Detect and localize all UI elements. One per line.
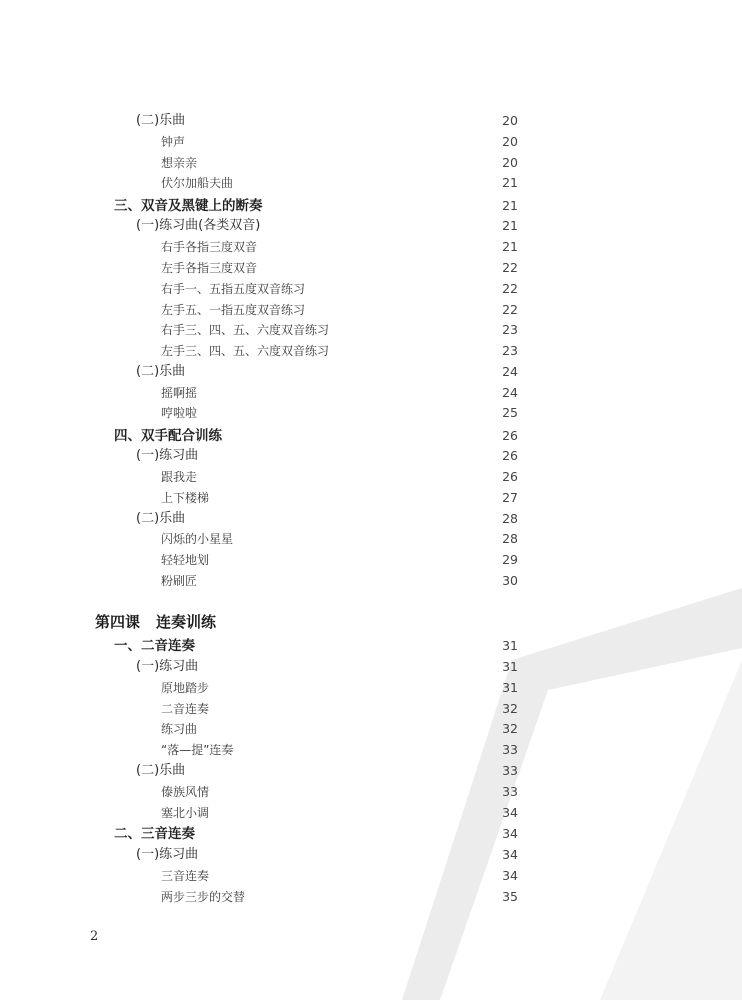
toc-entry-title: “落—提”连奏 — [161, 743, 234, 757]
lesson-heading-text — [95, 612, 216, 632]
toc-entry-title: 塞北小调 — [161, 806, 210, 820]
toc-entry-title: 钟声 — [161, 135, 186, 149]
toc-entry[interactable] — [0, 657, 742, 677]
toc-entry-title: 右手三、四、五、六度双音练习 — [161, 323, 330, 337]
toc-entry-page: 21 — [502, 175, 518, 190]
toc-entry[interactable] — [0, 509, 742, 529]
toc-entry-page: 31 — [502, 680, 518, 695]
toc-entry[interactable] — [0, 699, 742, 719]
toc-entry-page: 34 — [502, 847, 518, 862]
toc-entry[interactable] — [0, 173, 742, 193]
toc-entry-page: 34 — [502, 805, 518, 820]
toc-entry-page: 27 — [502, 490, 518, 505]
lesson-number: 第四课 — [95, 613, 141, 631]
toc-entry-title: 左手三、四、五、六度双音练习 — [161, 344, 330, 358]
toc-entry-page: 30 — [502, 573, 518, 588]
toc-entry-title: (二)乐曲 — [136, 364, 186, 379]
toc-entry-title: 闪烁的小星星 — [161, 532, 234, 546]
toc-entry[interactable] — [0, 636, 742, 656]
toc-entry-title: 伏尔加船夫曲 — [161, 176, 234, 190]
toc-entry-page: 22 — [502, 281, 518, 296]
toc-entry-title: (一)练习曲(各类双音) — [136, 218, 261, 233]
toc-entry[interactable] — [0, 803, 742, 823]
toc-entry[interactable] — [0, 887, 742, 907]
toc-entry[interactable] — [0, 678, 742, 698]
toc-entry-title: (二)乐曲 — [136, 763, 186, 778]
toc-entry-title: 两步三步的交替 — [161, 890, 246, 904]
toc-entry[interactable] — [0, 153, 742, 173]
toc-entry[interactable] — [0, 362, 742, 382]
toc-entry[interactable] — [0, 446, 742, 466]
toc-entry-page: 21 — [502, 218, 518, 233]
toc-entry-title: 二音连奏 — [161, 702, 210, 716]
toc-entry-page: 24 — [502, 385, 518, 400]
toc-entry[interactable] — [0, 488, 742, 508]
toc-entry[interactable] — [0, 550, 742, 570]
toc-entry-title: 一、二音连奏 — [114, 638, 195, 654]
toc-entry-title: 左手五、一指五度双音练习 — [161, 303, 306, 317]
toc-entry-page: 21 — [502, 198, 518, 213]
lesson-title: 连奏训练 — [156, 613, 217, 631]
toc-entry[interactable] — [0, 341, 742, 361]
toc-entry[interactable] — [0, 719, 742, 739]
toc-entry-page: 20 — [502, 113, 518, 128]
toc-entry-page: 28 — [502, 511, 518, 526]
toc-entry[interactable] — [0, 216, 742, 236]
toc-entry-page: 25 — [502, 405, 518, 420]
toc-entry-title: (一)练习曲 — [136, 659, 199, 674]
toc-entry-page: 33 — [502, 784, 518, 799]
toc-entry-page: 26 — [502, 428, 518, 443]
page-number: 2 — [90, 929, 99, 944]
toc-entry-page: 34 — [502, 826, 518, 841]
toc-entry-title: 三音连奏 — [161, 869, 210, 883]
toc-entry[interactable] — [0, 320, 742, 340]
toc-entry[interactable] — [0, 845, 742, 865]
toc-entry-page: 33 — [502, 763, 518, 778]
toc-entry-title: 想亲亲 — [161, 156, 198, 170]
toc-entry-page: 32 — [502, 721, 518, 736]
toc-entry-title: 粉刷匠 — [161, 574, 198, 588]
toc-entry[interactable] — [0, 740, 742, 760]
toc-entry-page: 32 — [502, 701, 518, 716]
toc-entry-title: 三、双音及黑键上的断奏 — [114, 198, 263, 214]
toc-entry-title: 上下楼梯 — [161, 491, 210, 505]
toc-entry-title: (二)乐曲 — [136, 511, 186, 526]
toc-entry[interactable] — [0, 824, 742, 844]
toc-entry-page: 29 — [502, 552, 518, 567]
toc-entry-page: 31 — [502, 659, 518, 674]
toc-entry[interactable] — [0, 866, 742, 886]
toc-entry[interactable] — [0, 132, 742, 152]
toc-entry[interactable] — [0, 761, 742, 781]
toc-entry-page: 23 — [502, 322, 518, 337]
toc-entry[interactable] — [0, 403, 742, 423]
toc-entry[interactable] — [0, 237, 742, 257]
toc-entry[interactable] — [0, 300, 742, 320]
toc-entry-page: 33 — [502, 742, 518, 757]
toc-entry[interactable] — [0, 196, 742, 216]
toc-entry[interactable] — [0, 782, 742, 802]
toc-entry-title: 轻轻地划 — [161, 553, 210, 567]
toc-entry[interactable] — [0, 279, 742, 299]
toc-entry-page: 24 — [502, 364, 518, 379]
toc-entry-title: (二)乐曲 — [136, 113, 186, 128]
toc-entry-page: 31 — [502, 638, 518, 653]
toc-entry-title: 左手各指三度双音 — [161, 261, 258, 275]
toc-entry-page: 26 — [502, 469, 518, 484]
toc-entry-page: 26 — [502, 448, 518, 463]
toc-entry[interactable] — [0, 426, 742, 446]
toc-entry-page: 35 — [502, 889, 518, 904]
toc-entry-title: 二、三音连奏 — [114, 826, 195, 842]
toc-entry-title: (一)练习曲 — [136, 847, 199, 862]
toc-entry[interactable] — [0, 111, 742, 131]
toc-entry-page: 20 — [502, 155, 518, 170]
toc-entry-title: (一)练习曲 — [136, 448, 199, 463]
toc-entry-page: 22 — [502, 302, 518, 317]
toc-entry-page: 23 — [502, 343, 518, 358]
toc-entry-page: 34 — [502, 868, 518, 883]
toc-entry[interactable] — [0, 529, 742, 549]
toc-entry[interactable] — [0, 467, 742, 487]
toc-entry-title: 哼啦啦 — [161, 406, 198, 420]
toc-entry[interactable] — [0, 571, 742, 591]
toc-entry-title: 傣族风情 — [161, 785, 210, 799]
toc-entry-page: 21 — [502, 239, 518, 254]
toc-entry-page: 22 — [502, 260, 518, 275]
toc-entry-title: 摇啊摇 — [161, 386, 198, 400]
toc-entry[interactable] — [0, 383, 742, 403]
lesson-heading — [0, 612, 742, 632]
toc-entry-title: 跟我走 — [161, 470, 198, 484]
toc-entry-title: 练习曲 — [161, 722, 198, 736]
toc-entry-page: 20 — [502, 134, 518, 149]
toc-entry-title: 原地踏步 — [161, 681, 210, 695]
toc-entry-title: 四、双手配合训练 — [114, 428, 222, 444]
toc-entry-title: 右手一、五指五度双音练习 — [161, 282, 306, 296]
toc-entry-page: 28 — [502, 531, 518, 546]
toc-entry-title: 右手各指三度双音 — [161, 240, 258, 254]
toc-entry[interactable] — [0, 258, 742, 278]
